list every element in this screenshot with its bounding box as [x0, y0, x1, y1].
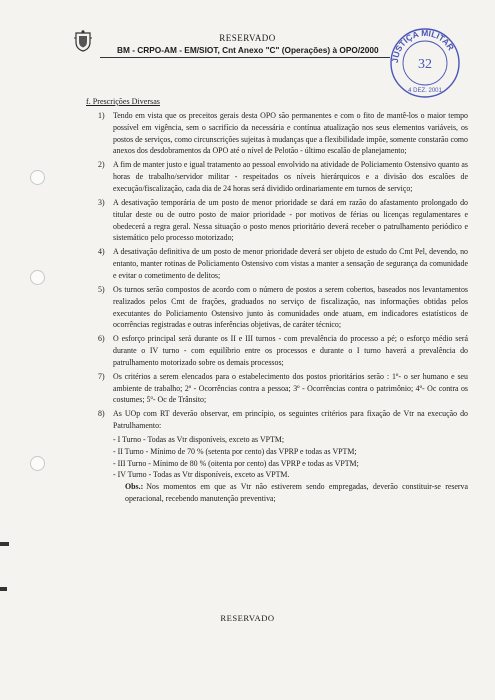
- classification-header: RESERVADO: [219, 33, 276, 43]
- turno-line: - I Turno - Todas as Vtr disponíveis, exceto as VPTM;: [113, 435, 285, 445]
- turno-line: - IV Turno - Todas as Vtr disponíveis, exceto as VPTM.: [113, 470, 290, 480]
- punch-hole: [30, 170, 45, 185]
- prescriptions-list: [98, 110, 468, 507]
- list-item: [98, 408, 468, 504]
- item-text: Tendo em vista que os preceitos gerais desta OPO são permanentes e com o fito de mantê-los o maior tempo possível em vigência, sem o sacrifício da necessária e contínua atualização nos seus elementos variáveis, os postos de serviços, como circunscrições sujeitas à mudanças que a flexibilidade impõe, somente constarão como anexos dos desdobramentos da OPO até o nível de Pelotão - último escalão de planejamento;: [113, 111, 468, 156]
- item-number: 1): [98, 111, 105, 120]
- stamp-number: 32: [418, 57, 432, 72]
- list-item: [98, 197, 468, 244]
- item-text: O esforço principal será durante os II e III turnos - com prevalência do processo a pé; o esforço médio será durante o IV turno - com equilíbrio entre os processos e durante o I turno haverá a prevalência do patrulhamento motorizado sobre os demais processos;: [113, 334, 468, 367]
- section-title: f. Prescrições Diversas: [86, 97, 160, 106]
- item-text: Os turnos serão compostos de acordo com o número de postos a serem cobertos, baseados nos levantamentos realizados pelos Cmt de frações, graduados no serviço de fiscalização, nas informações obtidas pelos executantes do Policiamento Ostensivo junto às comunidades onde atuam, em indicadores estatísticos de ocorrências registradas e outras inferências objetivas, de caráter técnico;: [113, 284, 468, 330]
- header-divider: [100, 57, 390, 58]
- item-text: A desativação definitiva de um posto de menor prioridade deverá ser objeto de estudo do Cmt Pel, devendo, no entanto, manter rotinas de Policiamento Ostensivo com vistas a manter a sensação de segurança da comunidade e evitar o cometimento de delitos;: [113, 247, 468, 280]
- punch-hole: [30, 270, 45, 285]
- stamp-ring-text: JUSTIÇA MILITAR: [389, 27, 457, 64]
- item-text: A fim de manter justo e igual tratamento ao pessoal envolvido na atividade de Policiamento Ostensivo quanto as horas de trabalho/servidor militar - respeitados os níveis hierárquicos e a divisão dos escalões de execução/fiscalização, cada dia de 24 horas será dividido ordinariamente em turnos de serviço;: [113, 160, 468, 193]
- item-number: 6): [98, 334, 105, 344]
- classification-footer: RESERVADO: [220, 613, 275, 623]
- item-number: 8): [98, 409, 105, 419]
- list-item: [98, 371, 468, 406]
- item-number: 4): [98, 247, 105, 257]
- item-text: A desativação temporária de um posto de menor prioridade se dará em razão do afastamento prolongado do titular deste ou de outro posto de maior prioridade - por motivos de férias ou licenças regulamentares e obedecerá a regra geral. Nessa situação o posto menos prioritário deverá receber o patrulhamento periódico e sistemático pelo processo motorizado;: [113, 197, 468, 243]
- item-number: 7): [98, 371, 105, 381]
- court-stamp: [386, 24, 464, 102]
- list-item: [98, 284, 468, 331]
- observation: [113, 481, 468, 505]
- document-subtitle: BM - CRPO-AM - EM/SIOT, Cnt Anexo "C" (Operações) à OPO/2000: [117, 45, 379, 55]
- observation-text: Nos momentos em que as Vtr não estiverem sendo empregadas, deverão constituir-se reserva operacional, recebendo manutenção preventiva;: [125, 482, 468, 504]
- turno-line: - III Turno - Mínimo de 80 % (oitenta por cento) das VPRP e todas as VPTM;: [113, 458, 359, 468]
- list-item: [98, 110, 468, 157]
- scan-edge-mark: [0, 542, 9, 546]
- item-text: Os critérios a serem elencados para o estabelecimento dos postos prioritários serão : 1º- o ser humano e seu ambiente de trabalho; 2º - Ocorrências contra a pessoa; 3º - Ocorrências contra o patrimônio; 4º- Oc contra os costumes; 5º- Oc de Trânsito;: [113, 371, 468, 405]
- list-item: [98, 333, 468, 368]
- item-text: As UOp com RT deverão observar, em princípio, os seguintes critérios para fixação de Vtr na execução do Patrulhamento:: [113, 409, 468, 431]
- list-item: [98, 246, 468, 281]
- item-number: 3): [98, 197, 105, 207]
- stamp-date: 4 DEZ. 2001: [408, 88, 442, 94]
- item-number: 5): [98, 284, 105, 294]
- list-item: [98, 159, 468, 194]
- turnos-list: [113, 434, 468, 481]
- observation-label: Obs.:: [125, 482, 144, 492]
- scan-edge-mark: [0, 587, 7, 591]
- turno-line: - II Turno - Mínimo de 70 % (setenta por cento) das VPRP e todas as VPTM;: [113, 446, 357, 456]
- item-number: 2): [98, 160, 105, 170]
- punch-hole: [30, 456, 45, 471]
